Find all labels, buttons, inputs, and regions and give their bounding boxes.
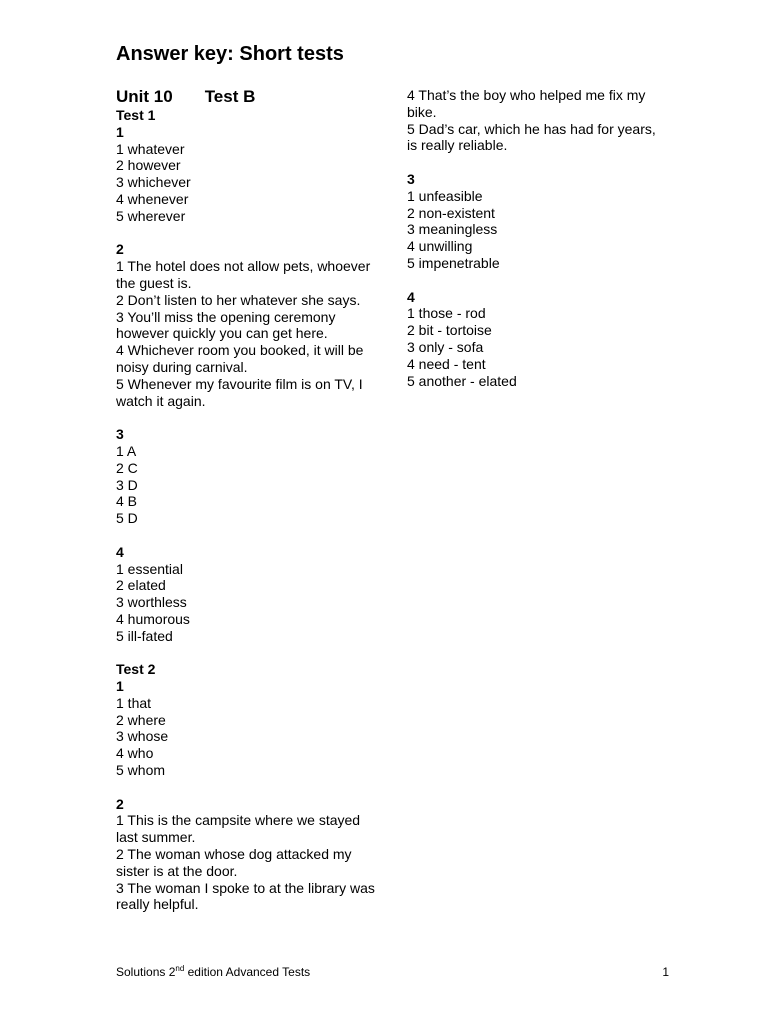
answer-item: 2 bit - tortoise (407, 322, 492, 339)
answer-item: 4 Whichever room you booked, it will be noisy during carnival. (116, 342, 364, 375)
footer-edition-superscript: nd (175, 964, 185, 973)
section-heading: 4 (407, 288, 415, 305)
section-heading: Test 1 (116, 107, 156, 123)
answer-item: 1 The hotel does not allow pets, whoever the guest is. (116, 258, 371, 291)
answer-item: 2 where (116, 711, 166, 728)
section-heading: 1 (116, 678, 124, 695)
answer-item: 5 D (116, 510, 138, 527)
section-heading: 2 (116, 241, 124, 258)
spacer (116, 225, 376, 242)
unit-heading (116, 86, 255, 108)
spacer (407, 272, 669, 289)
answer-item: 3 whichever (116, 174, 191, 191)
answer-item: 3 The woman I spoke to at the library was really helpful. (116, 879, 375, 913)
answer-item: 2 however (116, 157, 181, 174)
left-column (116, 107, 376, 913)
answer-item: 1 This is the campsite where we stayed last summer. (116, 812, 361, 846)
answer-item: 2 non-existent (407, 204, 495, 221)
spacer (116, 409, 376, 426)
spacer (407, 154, 669, 171)
answer-item: 2 elated (116, 577, 166, 594)
answer-item: 5 ill-fated (116, 627, 173, 644)
answer-item: 4 That’s the boy who helped me fix my bike. (407, 87, 646, 120)
answer-item: 3 worthless (116, 594, 187, 611)
spacer (116, 645, 376, 662)
answer-item: 1 A (116, 442, 137, 459)
answer-item: 1 those - rod (407, 305, 486, 322)
answer-item: 4 need - tent (407, 355, 486, 372)
answer-item: 3 D (116, 476, 138, 493)
answer-item: 2 C (116, 459, 138, 476)
answer-item: 1 that (116, 694, 152, 711)
answer-item: 4 who (116, 745, 154, 762)
answer-item: 5 another - elated (407, 372, 517, 389)
answer-item: 1 whatever (116, 140, 185, 157)
footer-edition (116, 965, 310, 979)
answer-item: 1 essential (116, 560, 183, 577)
section-heading: 1 (116, 123, 124, 140)
answer-item: 3 only - sofa (407, 338, 484, 355)
answer-item: 2 Don’t listen to her whatever she says. (116, 291, 361, 308)
answer-item: 4 B (116, 493, 138, 510)
test-label: Test B (204, 87, 256, 106)
footer-edition-suffix: edition Advanced Tests (184, 965, 311, 979)
answer-item: 5 impenetrable (407, 254, 500, 271)
answer-item: 5 whom (116, 762, 166, 779)
page-number: 1 (662, 965, 669, 979)
answer-item: 4 whenever (116, 190, 189, 207)
spacer (116, 527, 376, 544)
answer-item: 5 Dad’s car, which he has had for years, is really reliable. (407, 120, 656, 154)
section-heading: 3 (407, 170, 415, 187)
answer-item: 4 unwilling (407, 238, 473, 255)
answer-item: 5 Whenever my favourite film is on TV, I watch it again. (116, 375, 363, 409)
footer-edition-text: Solutions 2 (116, 965, 176, 979)
answer-item: 3 whose (116, 728, 169, 745)
answer-item: 4 humorous (116, 610, 190, 627)
answer-item: 3 meaningless (407, 221, 498, 238)
section-heading: 3 (116, 426, 124, 443)
right-column (407, 87, 669, 389)
spacer (116, 779, 376, 796)
answer-item: 1 unfeasible (407, 187, 483, 204)
answer-item: 3 You’ll miss the opening ceremony however quickly you can get here. (116, 308, 336, 342)
section-heading: Test 2 (116, 661, 156, 678)
answer-item: 2 The woman whose dog attacked my sister is at the door. (116, 846, 352, 879)
answer-item: 5 wherever (116, 207, 186, 224)
section-heading: 4 (116, 543, 124, 560)
section-heading: 2 (116, 795, 124, 812)
page-title: Answer key: Short tests (116, 43, 344, 65)
unit-label: Unit 10 (116, 87, 173, 106)
